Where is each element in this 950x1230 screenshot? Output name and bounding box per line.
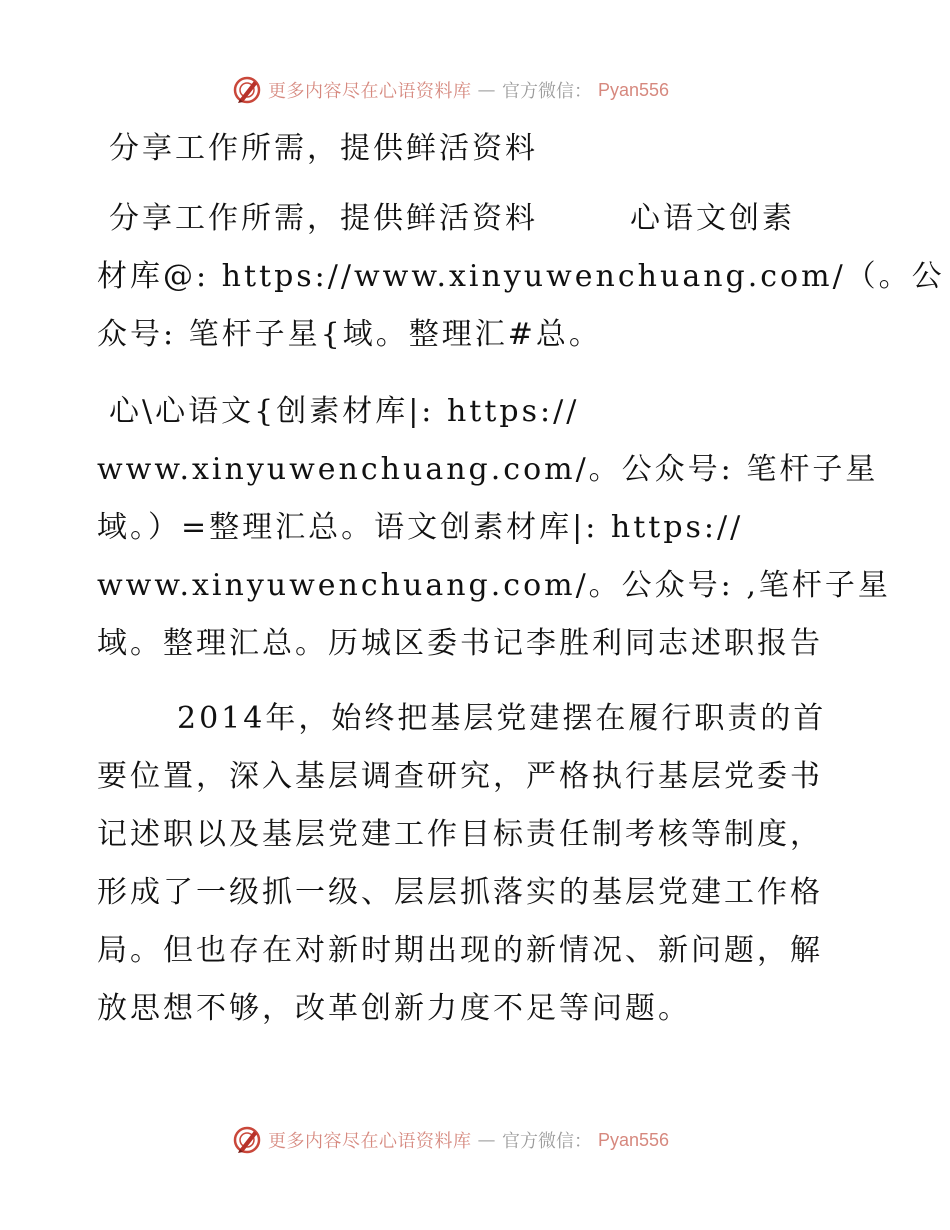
watermark-official-label: 官方微信：	[502, 1131, 592, 1152]
text-line: www.xinyuwenchuang.com/。公众号: ,笔杆子星	[97, 568, 891, 603]
footer-watermark	[232, 1124, 669, 1156]
text-line	[97, 190, 857, 248]
text-line: 众号: 笔杆子星{域。整理汇#总。	[97, 317, 602, 352]
watermark-wechat-id: Pyan556	[598, 1129, 670, 1150]
text-line: 心\心语文{创素材库|: https://	[109, 394, 580, 429]
text-line: 形成了一级抓一级、层层抓落实的基层党建工作格	[97, 875, 823, 910]
watermark-wechat-id: Pyan556	[598, 79, 670, 100]
text-line: www.xinyuwenchuang.com/。公众号: 笔杆子星	[97, 452, 879, 487]
paragraph-4	[97, 690, 857, 1038]
watermark-official-label: 官方微信：	[502, 81, 592, 102]
text-line: 要位置，深入基层调查研究，严格执行基层党委书	[97, 759, 823, 794]
watermark-text: 更多内容尽在心语资料库	[268, 81, 472, 102]
text-line: 分享工作所需，提供鲜活资料	[109, 131, 538, 166]
text-line: 材库@: https://www.xinyuwenchuang.com/（。公	[97, 259, 945, 294]
watermark-dash: —	[477, 1129, 496, 1151]
watermark-dash: —	[477, 79, 496, 101]
watermark-text: 更多内容尽在心语资料库	[268, 1131, 472, 1152]
paragraph-1	[97, 120, 857, 178]
pen-logo-icon	[232, 75, 262, 105]
text-line: 域。整理汇总。历城区委书记李胜利同志述职报告	[97, 626, 823, 661]
text-line: 2014年，始终把基层党建摆在履行职责的首	[177, 701, 827, 736]
paragraph-2	[97, 190, 945, 364]
text-segment: 心语文创素	[630, 201, 795, 236]
text-line: 放思想不够，改革创新力度不足等问题。	[97, 991, 691, 1026]
paragraph-3	[97, 383, 891, 673]
text-segment: 分享工作所需，提供鲜活资料	[109, 201, 538, 236]
header-watermark	[232, 74, 669, 106]
text-line: 局。但也存在对新时期出现的新情况、新问题，解	[97, 933, 823, 968]
pen-logo-icon	[232, 1125, 262, 1155]
text-line: 域。）=整理汇总。语文创素材库|: https://	[97, 510, 744, 545]
text-line: 记述职以及基层党建工作目标责任制考核等制度，	[97, 817, 823, 852]
